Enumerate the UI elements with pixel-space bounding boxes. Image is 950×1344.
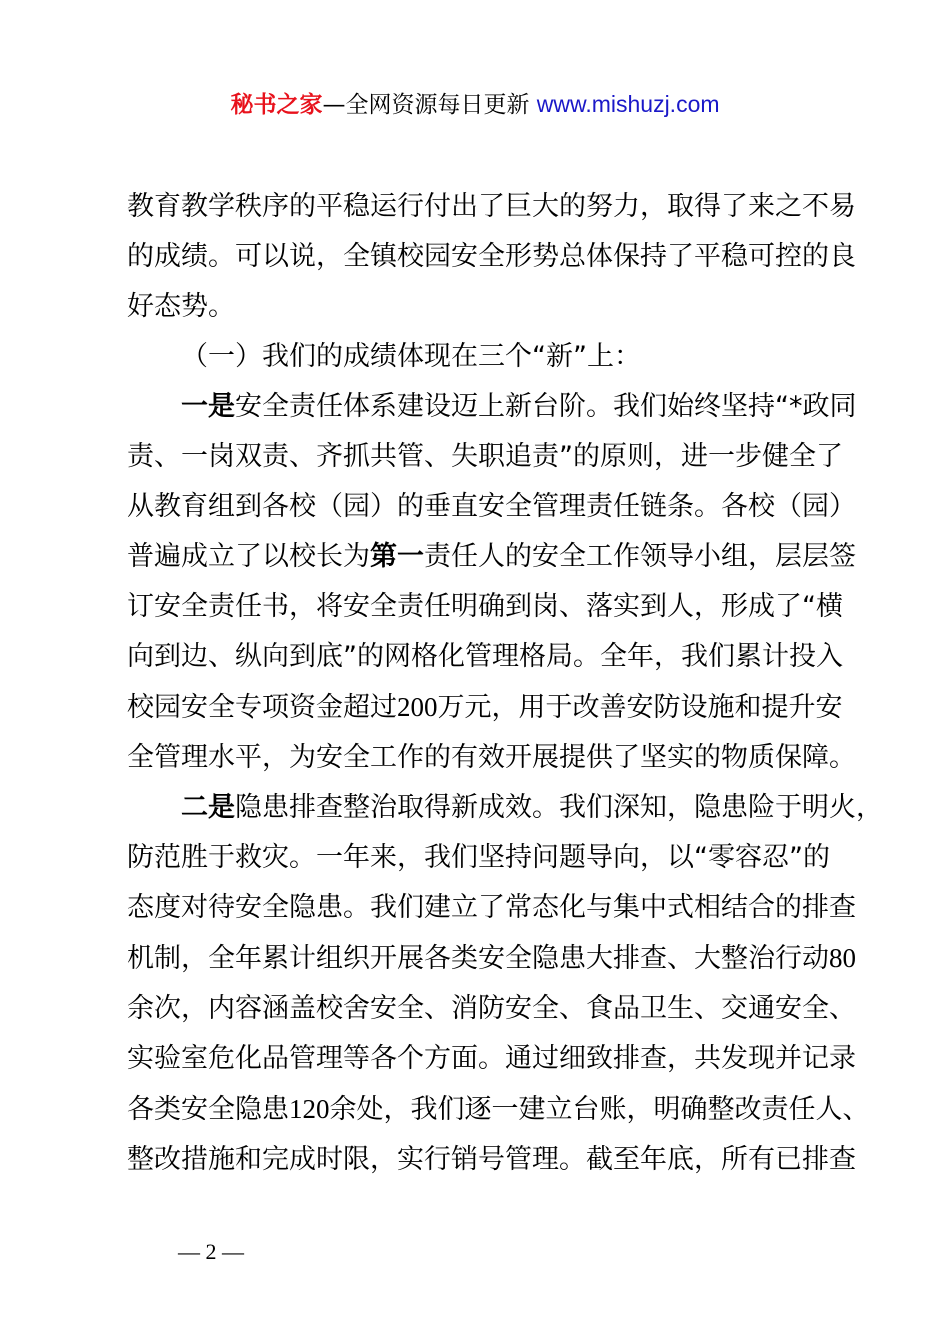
bold-phrase: 第一: [370, 541, 424, 572]
number-value: 120: [289, 1094, 330, 1124]
text-line: [127, 682, 843, 733]
number-value: 80: [829, 943, 856, 973]
text-line: 态度对待安全隐患。我们建立了常态化与集中式相结合的排查: [127, 892, 856, 923]
site-url-link[interactable]: www.mishuzj.com: [536, 91, 720, 117]
text-span: 校园安全专项资金超过: [127, 692, 397, 723]
item-lead: 一是: [181, 391, 235, 422]
text-line: 责、一岗双责、齐抓共管、失职追责”的原则，进一步健全了: [127, 441, 843, 472]
text-line: 教育教学秩序的平稳运行付出了巨大的努力，取得了来之不易: [127, 191, 856, 222]
number-value: 200: [397, 692, 438, 722]
text-span: 普遍成立了以校长为: [127, 541, 370, 572]
item-lead: 二是: [181, 792, 235, 823]
text-line: [127, 1084, 870, 1135]
text-span: 隐患排查整治取得新成效。我们深知，隐患险于明火，: [235, 792, 883, 823]
text-line: 全管理水平，为安全工作的有效开展提供了坚实的物质保障。: [127, 742, 856, 773]
brand-name: 秘书之家: [230, 92, 323, 118]
text-line: [127, 933, 856, 984]
text-line: 实验室危化品管理等各个方面。通过细致排查，共发现并记录: [127, 1043, 856, 1074]
text-span: 机制，全年累计组织开展各类安全隐患大排查、大整治行动: [127, 943, 829, 974]
paragraph-item-two: [127, 783, 883, 1185]
text-line: 的成绩。可以说，全镇校园安全形势总体保持了平稳可控的良: [127, 241, 856, 272]
paragraph-continuation: [127, 182, 856, 332]
text-line: 余次，内容涵盖校舍安全、消防安全、食品卫生、交通安全、: [127, 993, 856, 1024]
text-span: 责任人的安全工作领导小组，层层签: [424, 541, 856, 572]
text-span: 余处，我们逐一建立台账，明确整改责任人、: [329, 1094, 870, 1125]
section-heading: （一）我们的成绩体现在三个“新”上：: [181, 341, 641, 372]
text-line: 向到边、纵向到底”的网格化管理格局。全年，我们累计投入: [127, 641, 843, 672]
text-line: 从教育组到各校（园）的垂直安全管理责任链条。各校（园）: [127, 491, 856, 522]
site-header: [0, 86, 950, 123]
text-span: 万元，用于改善安防设施和提升安: [437, 692, 843, 723]
text-line: 好态势。: [127, 291, 235, 322]
text-span: 各类安全隐患: [127, 1094, 289, 1125]
header-tagline: —全网资源每日更新: [322, 92, 537, 118]
page-number: — 2 —: [178, 1239, 244, 1264]
text-line: [127, 783, 883, 833]
text-span: 安全责任体系建设迈上新台阶。我们始终坚持“*政同: [235, 391, 857, 422]
document-body: [127, 182, 883, 1185]
text-line: [127, 382, 857, 432]
paragraph-item-one: [127, 382, 857, 783]
text-line: [127, 532, 856, 582]
text-line: 防范胜于救灾。一年来，我们坚持问题导向，以“零容忍”的: [127, 842, 830, 873]
text-line: 订安全责任书，将安全责任明确到岗、落实到人，形成了“横: [127, 591, 843, 622]
text-line: 整改措施和完成时限，实行销号管理。截至年底，所有已排查: [127, 1144, 856, 1175]
